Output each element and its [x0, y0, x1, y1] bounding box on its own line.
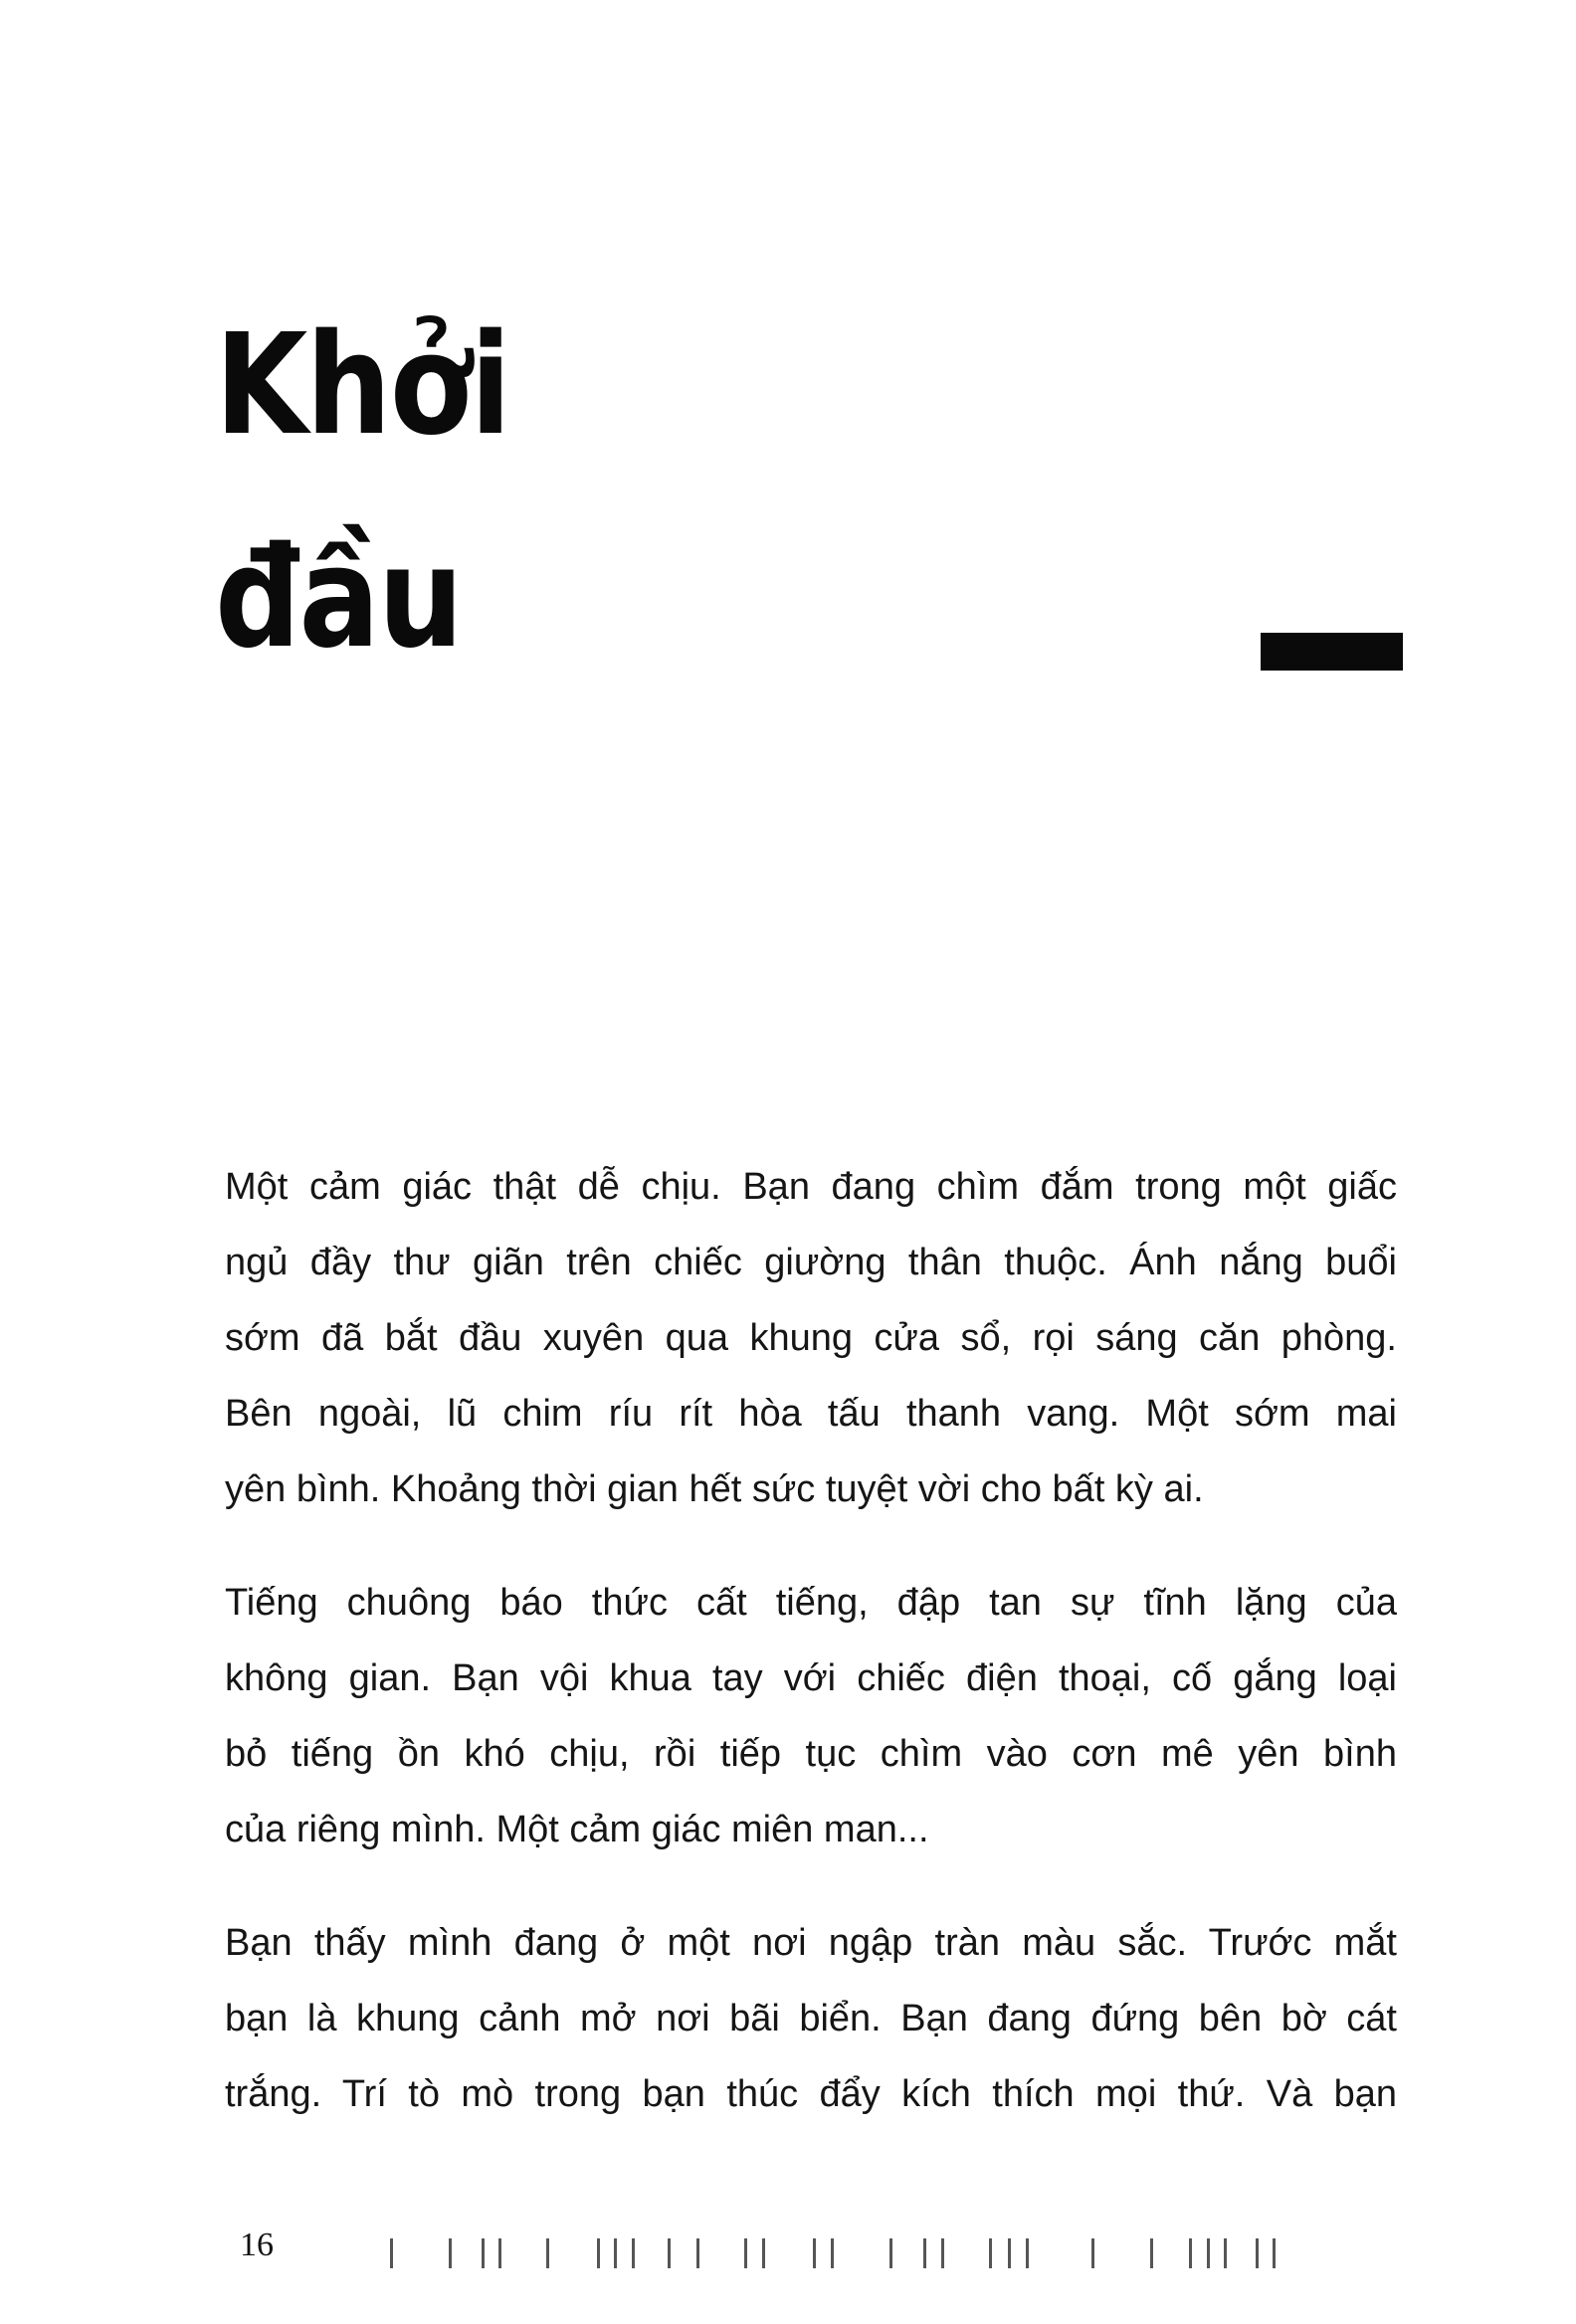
- text-line: trắng. Trí tò mò trong bạn thúc đẩy kích thích mọi thứ. Và bạn: [225, 2073, 1397, 2115]
- tick-mark: [831, 2238, 834, 2268]
- tick-mark: [1256, 2238, 1259, 2268]
- tick-mark: [1150, 2238, 1153, 2268]
- text-line: yên bình. Khoảng thời gian hết sức tuyệt vời cho bất kỳ ai.: [225, 1468, 1204, 1510]
- text-line: sớm đã bắt đầu xuyên qua khung cửa sổ, rọi sáng căn phòng.: [225, 1317, 1397, 1359]
- text-line: Bạn thấy mình đang ở một nơi ngập tràn màu sắc. Trước mắt: [225, 1922, 1397, 1964]
- chapter-title-line-1: Khởi: [215, 304, 510, 467]
- text-line: Một cảm giác thật dễ chịu. Bạn đang chìm đắm trong một giấc: [225, 1166, 1397, 1208]
- tick-mark: [614, 2238, 617, 2268]
- tick-mark: [668, 2238, 671, 2268]
- tick-mark: [546, 2238, 549, 2268]
- tick-mark: [1189, 2238, 1192, 2268]
- tick-mark: [762, 2238, 765, 2268]
- text-line: Bên ngoài, lũ chim ríu rít hòa tấu thanh vang. Một sớm mai: [225, 1393, 1397, 1435]
- text-line: của riêng mình. Một cảm giác miên man...: [225, 1809, 929, 1850]
- chapter-decorative-bar: [1261, 633, 1403, 671]
- tick-mark: [889, 2238, 892, 2268]
- tick-mark: [632, 2238, 635, 2268]
- paragraph-1: [225, 1149, 1397, 1527]
- tick-mark: [744, 2238, 747, 2268]
- paragraph-3: [225, 1905, 1397, 2132]
- text-line: Tiếng chuông báo thức cất tiếng, đập tan sự tĩnh lặng của: [225, 1582, 1397, 1624]
- tick-mark: [1008, 2238, 1011, 2268]
- tick-mark: [449, 2238, 452, 2268]
- tick-mark: [696, 2238, 699, 2268]
- text-line: bạn là khung cảnh mở nơi bãi biển. Bạn đang đứng bên bờ cát: [225, 1998, 1397, 2039]
- tick-mark: [1273, 2238, 1276, 2268]
- tick-mark: [923, 2238, 926, 2268]
- paragraph-2: [225, 1565, 1397, 1867]
- page-number: 16: [240, 2227, 274, 2263]
- chapter-title-line-2: đầu: [215, 517, 462, 679]
- tick-mark: [597, 2238, 600, 2268]
- tick-mark: [1207, 2238, 1210, 2268]
- tick-mark: [1224, 2238, 1227, 2268]
- text-line: ngủ đầy thư giãn trên chiếc giường thân thuộc. Ánh nắng buổi: [225, 1242, 1397, 1283]
- tick-mark: [1091, 2238, 1094, 2268]
- tick-mark: [941, 2238, 944, 2268]
- tick-mark: [390, 2238, 393, 2268]
- tick-mark: [813, 2238, 816, 2268]
- tick-mark: [989, 2238, 992, 2268]
- tick-mark: [482, 2238, 485, 2268]
- text-line: bỏ tiếng ồn khó chịu, rồi tiếp tục chìm vào cơn mê yên bình: [225, 1733, 1397, 1775]
- footer-tick-marks: [0, 2238, 1576, 2278]
- tick-mark: [1026, 2238, 1029, 2268]
- tick-mark: [498, 2238, 501, 2268]
- text-line: không gian. Bạn vội khua tay với chiếc điện thoại, cố gắng loại: [225, 1657, 1397, 1699]
